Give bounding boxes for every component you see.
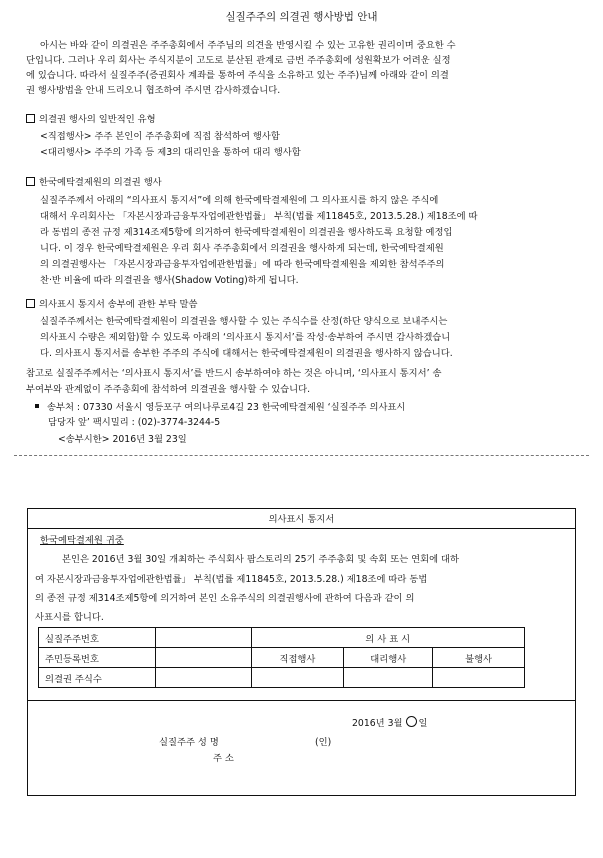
- ksd-line: 찬·반 비율에 따라 의결권을 행사(Shadow Voting)하게 됩니다.: [40, 275, 299, 286]
- table-row: [39, 628, 525, 648]
- shareholder-number-field[interactable]: [155, 628, 251, 648]
- section-heading-label: 한국예탁결제원의 의결권 행사: [39, 177, 162, 188]
- option-proxy-label: 대리행사: [344, 648, 433, 668]
- ksd-line: 니다. 이 경우 한국예탁결제원은 우리 회사 주주총회에서 의결권을 행사하게 되는데, 한국예탁결제원: [40, 243, 444, 254]
- share-count-label: 의결권 주식수: [39, 668, 156, 688]
- form-body-line: 여 자본시장과금융투자업에관한법률」 부칙(법률 제11845호, 2013.5.28.) 제18조에 따라 동법: [35, 574, 428, 585]
- request-line: 다. 의사표시 통지서를 송부한 주주의 주식에 대해서는 한국예탁결제원이 의결권을 행사하지 않습니다.: [40, 348, 453, 359]
- seal-mark: (인): [315, 737, 332, 748]
- section-heading-label: 의결권 행사의 일반적인 유형: [39, 114, 156, 125]
- send-deadline: <송부시한> 2016년 3월 23일: [58, 434, 187, 445]
- reference-line: 부여부와 관계없이 주주총회에 참석하여 의결권을 행사할 수 있습니다.: [26, 384, 311, 395]
- notice-title: 실질주주의 의결권 행사방법 안내: [225, 11, 378, 23]
- checkbox-square-icon: [26, 177, 35, 186]
- form-body-line: 사표시를 합니다.: [35, 612, 104, 623]
- send-address-line: 송부처 : 07330 서울시 영등포구 여의나루로4길 23 한국예탁결제원 ‘실질주주 의사표시: [47, 402, 406, 413]
- option-direct-label: 직접행사: [251, 648, 344, 668]
- ksd-line: 라 동법의 종전 규정 제314조제5항에 의거하여 한국예탁결제원이 의결권을 행사하도록 요청할 예정입: [40, 227, 453, 238]
- resident-number-label: 주민등록번호: [39, 648, 156, 668]
- table-row: [39, 668, 525, 688]
- section-heading-label: 의사표시 통지서 송부에 관한 부탁 말씀: [39, 299, 198, 310]
- form-date-suffix: 일: [418, 718, 428, 729]
- shareholder-number-label: 실질주주번호: [39, 628, 156, 648]
- request-line: 의사표시 수량은 제외함)할 수 있도록 아래의 ‘의사표시 통지서’를 작성·송부하여 주시면 감사하겠습니: [40, 332, 451, 343]
- form-date-prefix: 2016년 3월: [352, 718, 406, 729]
- intro-line: 아시는 바와 같이 의결권은 주주총회에서 주주님의 의견을 반영시킬 수 있는 고유한 권리이며 중요한 수: [40, 40, 456, 51]
- form-title: 의사표시 통지서: [268, 514, 335, 525]
- method-line: <대리행사> 주주의 가족 등 제3의 대리인을 통하여 대리 행사함: [40, 147, 301, 158]
- resident-number-field[interactable]: [155, 648, 251, 668]
- bullet-icon: [35, 404, 39, 408]
- signer-name-label: 실질주주 성 명: [159, 737, 219, 748]
- form-addressee: 한국예탁결제원 귀중: [40, 535, 124, 546]
- option-abstain-field[interactable]: [433, 668, 525, 688]
- signer-address-label: 주 소: [213, 753, 234, 764]
- cut-line-divider: [14, 455, 589, 456]
- intro-line: 에 있습니다. 따라서 실질주주(증권회사 계좌를 통하여 주식을 소유하고 있는 주주)님께 아래와 같이 의결: [26, 70, 449, 81]
- request-line: 실질주주께서는 한국예탁결제원이 의결권을 행사할 수 있는 주식수를 산정(하단 양식으로 보내주시는: [40, 316, 448, 327]
- day-blank-circle-icon: [406, 716, 417, 727]
- form-date: [352, 716, 427, 730]
- signer-address-field[interactable]: [245, 752, 445, 765]
- intent-table: [38, 627, 525, 688]
- checkbox-square-icon: [26, 299, 35, 308]
- option-direct-field[interactable]: [251, 668, 344, 688]
- form-body-line: 본인은 2016년 3월 30일 개최하는 주식회사 팜스토리의 25기 주주총회 및 속회 또는 연회에 대하: [62, 554, 459, 565]
- form-body-line: 의 종전 규정 제314조제5항에 의거하여 본인 소유주식의 의결권행사에 관하여 다음과 같이 의: [35, 593, 415, 604]
- ksd-line: 의 의결권행사는 「자본시장과금융투자업에관한법률」에 따라 한국예탁결제원을 제외한 참석주주의: [40, 259, 445, 270]
- send-fax: 담당자 앞’ 팩시밀리 : (02)-3774-3244-5: [48, 417, 221, 428]
- signer-name-field[interactable]: [245, 736, 305, 749]
- table-row: [39, 648, 525, 668]
- intent-header: 의 사 표 시: [251, 628, 524, 648]
- method-line: <직접행사> 주주 본인이 주주총회에 직접 참석하여 행사함: [40, 131, 280, 142]
- option-proxy-field[interactable]: [344, 668, 433, 688]
- intro-line: 권 행사방법을 안내 드리오니 협조하여 주시면 감사하겠습니다.: [26, 85, 281, 96]
- send-address: [35, 401, 405, 414]
- section-heading-ksd: [26, 176, 162, 189]
- reference-line: 참고로 실질주주께서는 ‘의사표시 통지서’를 반드시 송부하여야 하는 것은 아니며, ‘의사표시 통지서’ 송: [26, 368, 442, 379]
- ksd-line: 실질주주께서 아래의 “의사표시 통지서”에 의해 한국예탁결제원에 그 의사표시를 하지 않은 주식에: [40, 195, 439, 206]
- ksd-line: 대해서 우리회사는 「자본시장과금융투자업에관한법률」 부칙(법률 제11845호, 2013.5.28.) 제18조에 따: [40, 211, 478, 222]
- option-abstain-label: 불행사: [433, 648, 525, 668]
- share-count-field[interactable]: [155, 668, 251, 688]
- intro-line: 단입니다. 그러나 우리 회사는 주식지분이 고도로 분산된 관계로 금번 주주총회에 성원확보가 어려운 실정: [26, 55, 451, 66]
- form-title-divider: [27, 528, 576, 529]
- checkbox-square-icon: [26, 114, 35, 123]
- section-heading-request: [26, 298, 197, 311]
- section-heading-general: [26, 113, 156, 126]
- table-bottom-divider: [27, 700, 576, 701]
